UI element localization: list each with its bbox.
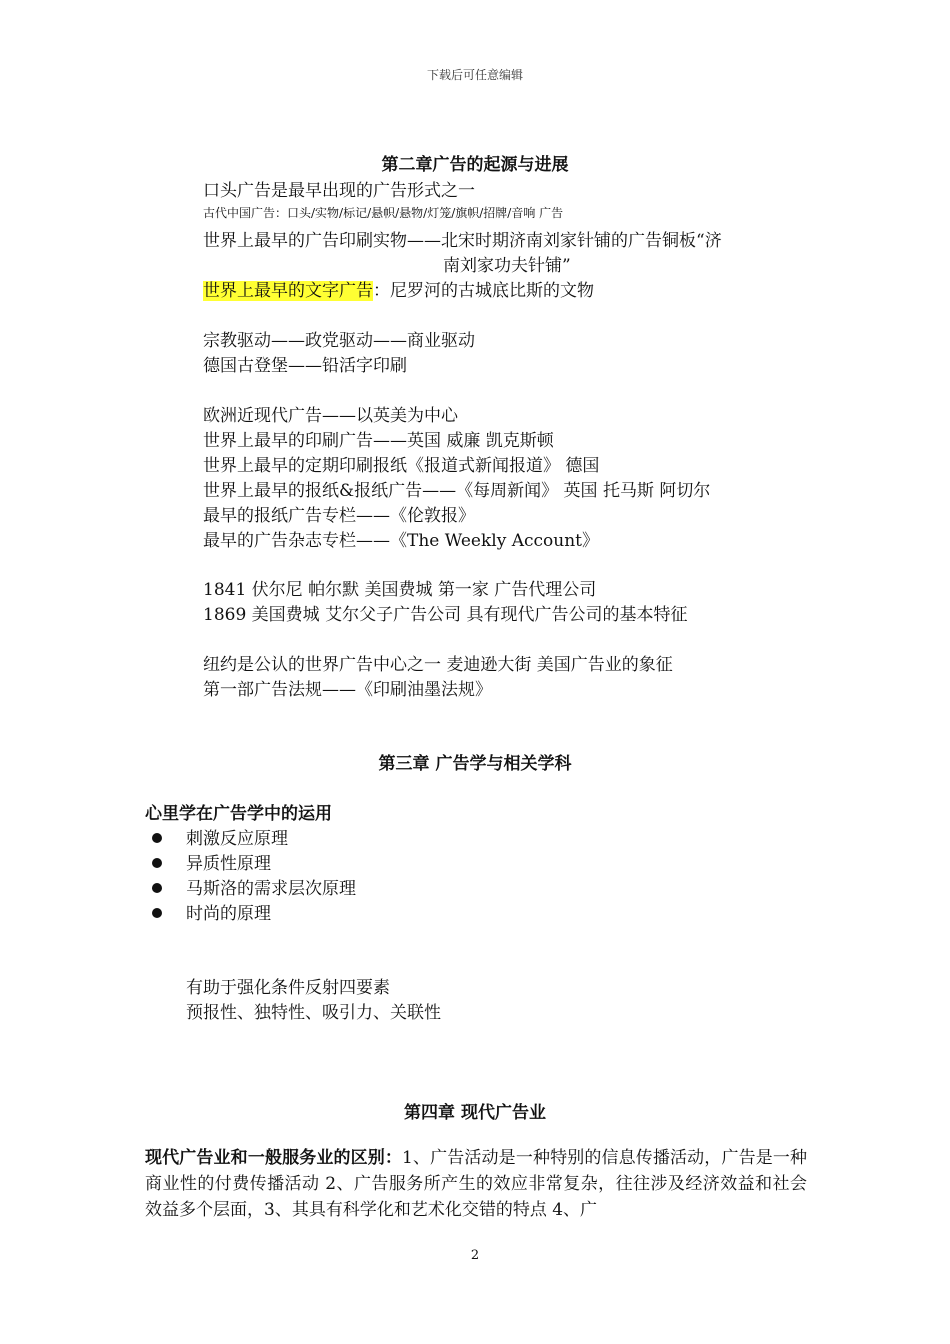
bullet-item	[152, 899, 271, 924]
bullet-text: 时尚的原理	[186, 904, 271, 924]
chapter2-line: 世界上最早的报纸&报纸广告——《每周新闻》 英国 托马斯 阿切尔	[203, 481, 711, 501]
chapter3-line: 有助于强化条件反射四要素	[186, 978, 390, 998]
chapter2-line: 德国古登堡——铅活字印刷	[203, 356, 407, 376]
bullet-text: 刺激反应原理	[186, 829, 288, 849]
chapter2-line: 1841 伏尔尼 帕尔默 美国费城 第一家 广告代理公司	[203, 580, 597, 600]
chapter2-line: 世界上最早的定期印刷报纸《报道式新闻报道》 德国	[203, 456, 600, 476]
chapter3-title: 第三章 广告学与相关学科	[378, 754, 572, 774]
line-text: ：尼罗河的古城底比斯的文物	[373, 281, 594, 301]
chapter2-line: 第一部广告法规——《印刷油墨法规》	[203, 680, 492, 700]
bullet-icon	[152, 908, 162, 918]
chapter2-title: 第二章广告的起源与进展	[381, 155, 569, 175]
page-header: 下载后可任意编辑	[426, 68, 523, 82]
chapter3-subhead: 心里学在广告学中的运用	[145, 804, 332, 824]
chapter2-line: 最早的广告杂志专栏——《The Weekly Account》	[203, 531, 599, 551]
chapter2-line: 1869 美国费城 艾尔父子广告公司 具有现代广告公司的基本特征	[203, 605, 688, 625]
chapter2-line: 口头广告是最早出现的广告形式之一	[203, 181, 475, 201]
chapter3-line: 预报性、独特性、吸引力、关联性	[186, 1003, 441, 1023]
chapter2-line: 古代中国广告：口头/实物/标记/悬帜/悬物/灯笼/旗帜/招牌/音响 广告	[203, 206, 564, 220]
chapter2-line: 纽约是公认的世界广告中心之一 麦迪逊大街 美国广告业的象征	[203, 655, 673, 675]
bullet-item	[152, 874, 356, 899]
paragraph-text: 1、广告活动是一种特别的信息传播活动，广告是一种商业性的付费传播活动 2、广告服务所产生的效应非常复杂，往往涉及经济效益和社会效益多个层面，3、其具有科学化和艺术化交错的特点 4、广	[145, 1148, 807, 1220]
chapter2-line: 世界上最早的印刷广告——英国 威廉 凯克斯顿	[203, 431, 554, 451]
bullet-item	[152, 849, 271, 874]
chapter2-line: 宗教驱动——政党驱动——商业驱动	[203, 331, 475, 351]
bullet-icon	[152, 858, 162, 868]
chapter2-line: 欧洲近现代广告——以英美为中心	[203, 406, 458, 426]
highlighted-text: 世界上最早的文字广告	[203, 281, 373, 301]
bullet-item	[152, 824, 288, 849]
chapter2-line: 最早的报纸广告专栏——《伦敦报》	[203, 506, 475, 526]
bullet-icon	[152, 833, 162, 843]
chapter2-line: 世界上最早的广告印刷实物——北宋时期济南刘家针铺的广告铜板“济	[203, 231, 722, 251]
bullet-text: 异质性原理	[186, 854, 271, 874]
chapter2-line	[203, 276, 594, 301]
chapter4-paragraph	[145, 1145, 807, 1223]
bullet-text: 马斯洛的需求层次原理	[186, 879, 356, 899]
chapter2-line: 南刘家功夫针铺”	[443, 256, 571, 276]
paragraph-bold-lead: 现代广告业和一般服务业的区别：	[145, 1148, 403, 1168]
chapter4-title: 第四章 现代广告业	[404, 1103, 546, 1123]
bullet-icon	[152, 883, 162, 893]
page-number: 2	[470, 1248, 480, 1263]
